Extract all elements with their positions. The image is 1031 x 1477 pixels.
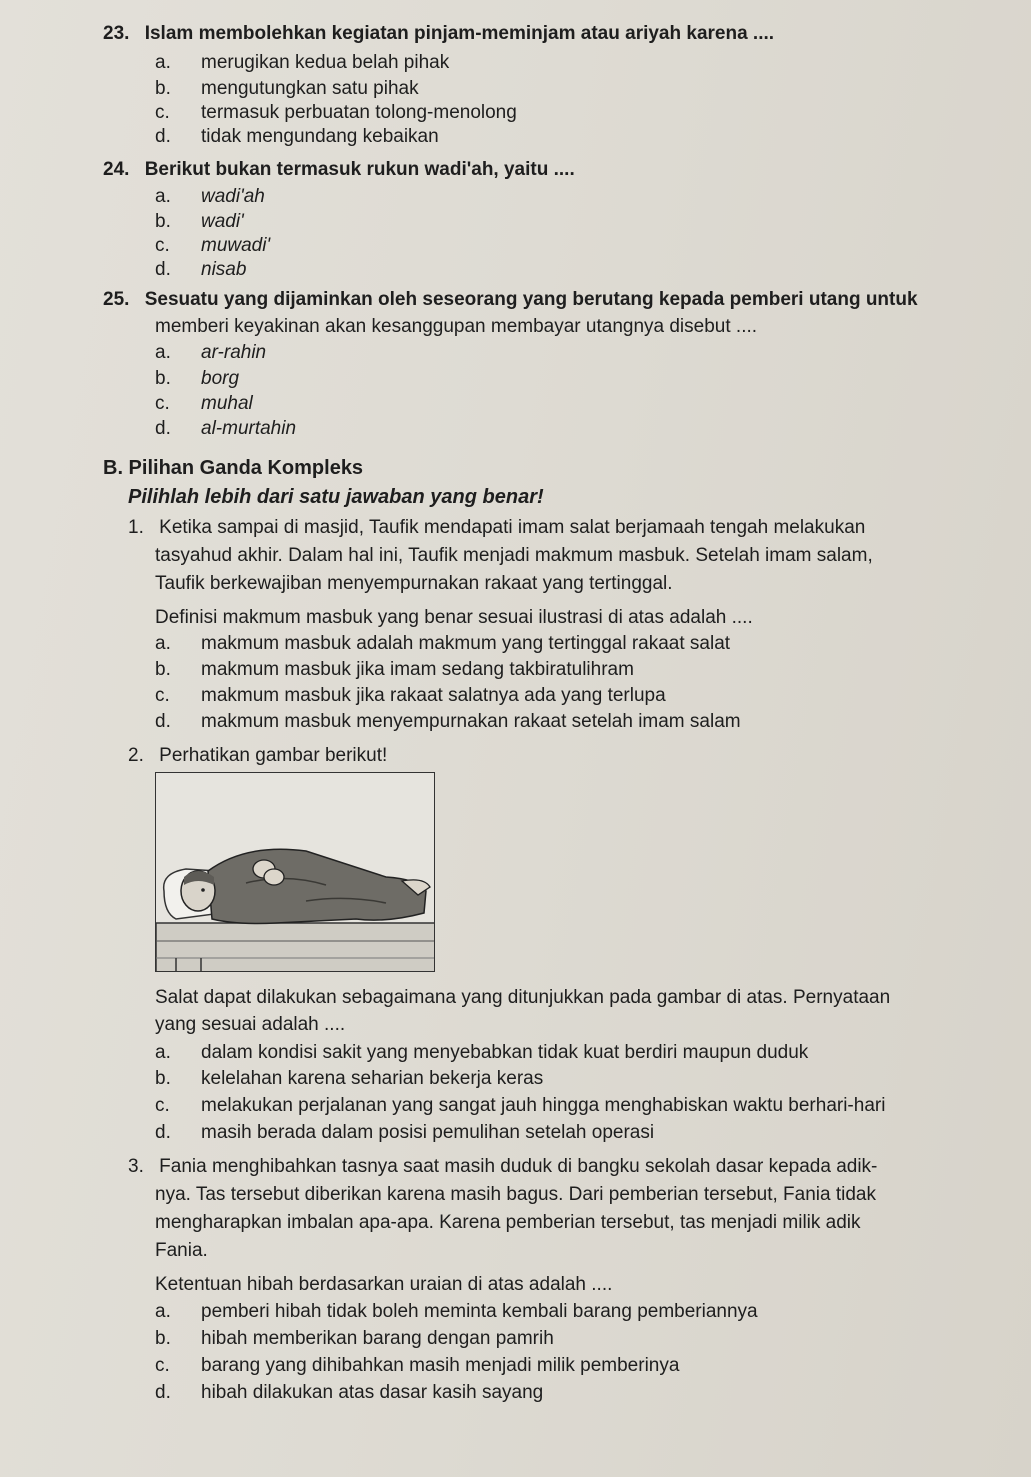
option-b1d[interactable]: d. makmum masbuk menyempurnakan rakaat setelah imam salam (155, 711, 741, 732)
option-25b[interactable]: b. borg (155, 368, 240, 389)
question-number: 23. (103, 23, 130, 44)
question-text-line-1: Fania menghibahkan tasnya saat masih duduk di bangku sekolah dasar kepada adik- (159, 1156, 878, 1177)
option-b1a[interactable]: a. makmum masbuk adalah makmum yang tertinggal rakaat salat (155, 633, 731, 654)
option-23b[interactable]: b. mengutungkan satu pihak (155, 78, 419, 99)
option-b1b[interactable]: b. makmum masbuk jika imam sedang takbiratulihram (155, 659, 634, 680)
option-24b[interactable]: b. wadi' (155, 211, 244, 232)
option-25c[interactable]: c. muhal (155, 393, 253, 414)
question-text-line-1: Ketika sampai di masjid, Taufik mendapati imam salat berjamaah tengah melakukan (159, 517, 866, 538)
option-b3b[interactable]: b. hibah memberikan barang dengan pamrih (155, 1328, 554, 1349)
option-b2b[interactable]: b. kelelahan karena seharian bekerja keras (155, 1068, 544, 1089)
section-instruction: Pilihlah lebih dari satu jawaban yang benar! (128, 486, 544, 508)
question-number: 24. (103, 159, 130, 180)
question-b3 (128, 1154, 1018, 1180)
question-text: Islam membolehkan kegiatan pinjam-meminjam atau ariyah karena .... (144, 23, 775, 44)
illustration-svg (156, 773, 435, 972)
question-text-line-2: tasyahud akhir. Dalam hal ini, Taufik menjadi makmum masbuk. Setelah imam salam, (155, 545, 873, 566)
section-heading: B. Pilihan Ganda Kompleks (103, 457, 364, 479)
question-text-line-2: nya. Tas tersebut diberikan karena masih bagus. Dari pemberian tersebut, Fania tidak (155, 1184, 876, 1205)
question-b1 (128, 515, 1008, 541)
question-text-line-2: yang sesuai adalah .... (155, 1014, 346, 1035)
question-text: Perhatikan gambar berikut! (159, 745, 388, 766)
question-text-line-4: Fania. (155, 1240, 208, 1261)
question-number: 3. (128, 1156, 144, 1177)
option-b2a[interactable]: a. dalam kondisi sakit yang menyebabkan tidak kuat berdiri maupun duduk (155, 1042, 809, 1063)
option-23c[interactable]: c. termasuk perbuatan tolong-menolong (155, 102, 517, 123)
question-text-line-3: Taufik berkewajiban menyempurnakan rakaat yang tertinggal. (155, 573, 673, 594)
option-25a[interactable]: a. ar-rahin (155, 342, 267, 363)
question-23 (103, 21, 774, 47)
option-24c[interactable]: c. muwadi' (155, 235, 271, 256)
question-text-line-2: memberi keyakinan akan kesanggupan membayar utangnya disebut .... (155, 316, 758, 337)
question-number: 1. (128, 517, 144, 538)
option-23a[interactable]: a. merugikan kedua belah pihak (155, 52, 450, 73)
question-text-line-3: mengharapkan imbalan apa-apa. Karena pemberian tersebut, tas menjadi milik adik (155, 1212, 861, 1233)
question-text-line-1: Sesuatu yang dijaminkan oleh seseorang yang berutang kepada pemberi utang untuk (144, 289, 918, 310)
question-b2 (128, 743, 387, 769)
question-text-line-1: Salat dapat dilakukan sebagaimana yang ditunjukkan pada gambar di atas. Pernyataan (155, 987, 891, 1008)
option-b2d[interactable]: d. masih berada dalam posisi pemulihan setelah operasi (155, 1122, 655, 1143)
question-text: Berikut bukan termasuk rukun wadi'ah, yaitu .... (144, 159, 575, 180)
illustration-sick-person-praying-lying-down (155, 772, 435, 972)
option-25d[interactable]: d. al-murtahin (155, 418, 297, 439)
option-b3d[interactable]: d. hibah dilakukan atas dasar kasih sayang (155, 1382, 544, 1403)
option-b3a[interactable]: a. pemberi hibah tidak boleh meminta kembali barang pemberiannya (155, 1301, 758, 1322)
option-b3c[interactable]: c. barang yang dihibahkan masih menjadi milik pemberinya (155, 1355, 680, 1376)
question-prompt: Ketentuan hibah berdasarkan uraian di atas adalah .... (155, 1274, 613, 1295)
option-24a[interactable]: a. wadi'ah (155, 186, 265, 207)
option-b1c[interactable]: c. makmum masbuk jika rakaat salatnya ada yang terlupa (155, 685, 666, 706)
option-b2c[interactable]: c. melakukan perjalanan yang sangat jauh hingga menghabiskan waktu berhari-hari (155, 1095, 886, 1116)
question-number: 2. (128, 745, 144, 766)
question-prompt: Definisi makmum masbuk yang benar sesuai ilustrasi di atas adalah .... (155, 607, 753, 628)
option-24d[interactable]: d. nisab (155, 259, 247, 280)
question-25 (103, 287, 1003, 313)
question-number: 25. (103, 289, 130, 310)
question-24 (103, 157, 575, 183)
option-23d[interactable]: d. tidak mengundang kebaikan (155, 126, 439, 147)
